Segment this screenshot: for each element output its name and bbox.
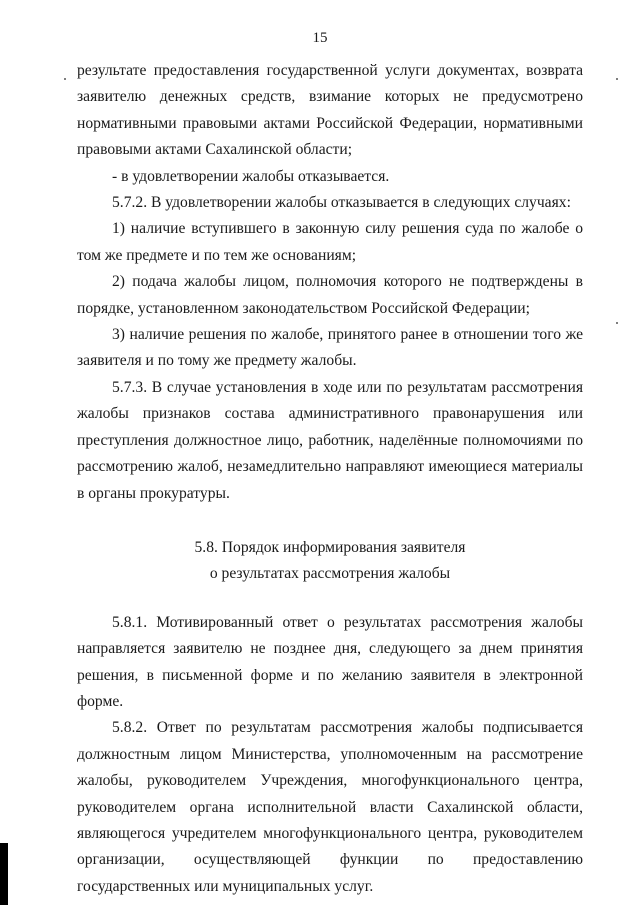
section-heading-line-2: о результатах рассмотрения жалобы [209, 565, 451, 583]
section-heading-line-1: 5.8. Порядок информирования заявителя [194, 538, 466, 556]
paragraphs-top [77, 58, 583, 507]
document-body [77, 58, 583, 900]
paragraph-p-572: 5.7.2. В удовлетворении жалобы отказывается в следующих случаях: [112, 194, 571, 212]
paragraph-p-refused: - в удовлетворении жалобы отказывается. [112, 167, 390, 185]
paragraph-p-572-1: 1) наличие вступившего в законную силу решения суда по жалобе о том же предмете и по тем же основаниям; [77, 220, 583, 264]
paragraph-p-581: 5.8.1. Мотивированный ответ о результатах рассмотрения жалобы направляется заявителю не позднее дня, следующего за днем принятия решения, в письменной форме и по желанию заявителя в электронной форме. [77, 613, 583, 710]
scan-speck [64, 78, 66, 80]
scan-speck [616, 78, 618, 80]
scan-edge-mark [0, 843, 8, 905]
section-spacer [77, 507, 583, 535]
paragraph-p-573: 5.7.3. В случае установления в ходе или по результатам рассмотрения жалобы признаков состава административного правонарушения или преступления должностное лицо, работник, наделённые полномочиями по рассмотрению жалоб, незамедлительно направляют имеющиеся материалы в органы прокуратуры. [77, 378, 583, 502]
section-heading [77, 535, 583, 588]
paragraphs-bottom [77, 610, 583, 900]
scan-speck [616, 322, 618, 324]
paragraph-p-572-3: 3) наличие решения по жалобе, принятого ранее в отношении того же заявителя и по тому же предмету жалобы. [77, 326, 583, 370]
heading-spacer [77, 588, 583, 610]
page-number: 15 [312, 30, 328, 46]
paragraph-p-582: 5.8.2. Ответ по результатам рассмотрения жалобы подписывается должностным лицом Министерства, уполномоченным на рассмотрение жалобы, руководителем Учреждения, многофункционального центра, руководителем органа исполнительной власти Сахалинской области, являющегося учредителем многофункционального центра, руководителем организации, осуществляющей функции по предоставлению государственных или муниципальных услуг. [77, 719, 583, 895]
paragraph-p-572-2: 2) подача жалобы лицом, полномочия которого не подтверждены в порядке, установленном законодательством Российской Федерации; [77, 273, 583, 317]
paragraph-p-continuation: результате предоставления государственной услуги документах, возврата заявителю денежных средств, взимание которых не предусмотрено нормативными правовыми актами Российской Федерации, нормативными правовыми актами Сахалинской области; [77, 62, 583, 159]
